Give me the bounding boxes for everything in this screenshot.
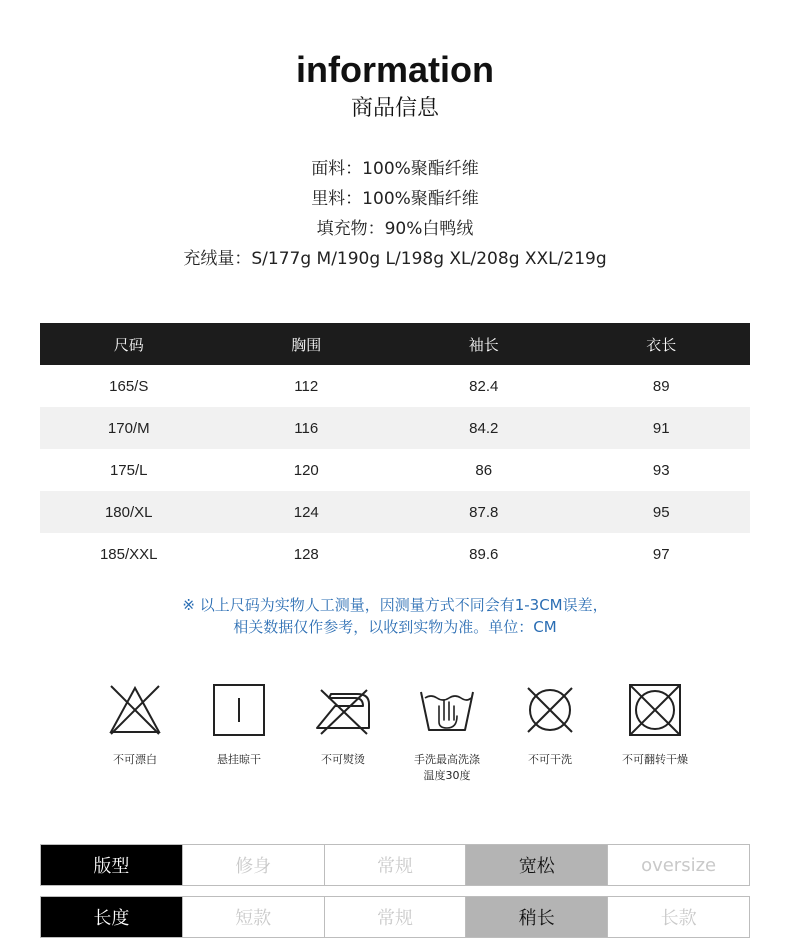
cell-size: 170/M: [40, 407, 218, 449]
care-label: 悬挂晾干: [217, 753, 261, 766]
care-label: 不可干洗: [528, 753, 572, 766]
table-row: [40, 407, 750, 449]
care-item-no-bleach: [85, 682, 185, 768]
length-option-slightly-long: 稍长: [465, 897, 607, 937]
spec-fabric: 面料：100%聚酯纤维: [311, 159, 479, 179]
care-item-hang-dry: [189, 682, 289, 768]
care-label: 不可熨烫: [321, 753, 365, 766]
no-dry-clean-icon: [522, 682, 578, 738]
cell-length: 97: [652, 545, 670, 563]
fit-option-regular: 常规: [324, 845, 466, 885]
spec-down-weight: 充绒量：S/177g M/190g L/198g XL/208g XXL/219g: [183, 249, 607, 269]
cell-sleeve: 84.2: [395, 407, 573, 449]
care-item-no-dry-clean: [500, 682, 600, 768]
fit-row-length: [40, 896, 750, 938]
cell-sleeve: 82.4: [469, 377, 499, 395]
fit-option-slim: 修身: [182, 845, 324, 885]
care-label: 手洗最高洗涤温度30度: [414, 753, 480, 782]
header-size: 尺码: [40, 323, 218, 365]
care-label: 不可漂白: [113, 753, 157, 766]
table-row: [40, 491, 750, 533]
fit-option-loose: 宽松: [465, 845, 607, 885]
cell-length: 95: [573, 491, 751, 533]
no-iron-icon: [311, 682, 375, 738]
fit-row-style: [40, 844, 750, 886]
cell-chest: 112: [294, 377, 319, 395]
care-item-hand-wash: [397, 682, 497, 784]
note-line-1: ※ 以上尺码为实物人工测量，因测量方式不同会有1-3CM误差，: [182, 596, 608, 614]
cell-chest: 116: [218, 407, 396, 449]
cell-length: 91: [573, 407, 751, 449]
header-length: 衣长: [573, 323, 751, 365]
note-line-2: 相关数据仅作参考，以收到实物为准。单位：CM: [233, 618, 557, 636]
care-label: 不可翻转干燥: [622, 753, 688, 766]
care-item-no-iron: [293, 682, 393, 768]
header-chest: 胸围: [218, 323, 396, 365]
measurement-note: [0, 594, 790, 638]
size-table-header: [40, 323, 750, 365]
hand-wash-icon: [417, 682, 477, 738]
cell-size: 185/XXL: [99, 545, 158, 563]
cell-sleeve: 87.8: [395, 491, 573, 533]
cell-size: 175/L: [109, 461, 148, 479]
hang-dry-icon: [211, 682, 267, 738]
table-row: [40, 533, 750, 575]
cell-size: 165/S: [109, 377, 149, 395]
fit-option-oversize: oversize: [607, 845, 749, 885]
cell-sleeve: 89.6: [469, 545, 499, 563]
fit-row-label: 长度: [41, 897, 182, 937]
cell-chest: 120: [293, 461, 319, 479]
spec-filling: 填充物：90%白鸭绒: [316, 219, 474, 239]
length-option-short: 短款: [182, 897, 324, 937]
cell-chest: 128: [293, 545, 319, 563]
header-sleeve: 袖长: [395, 323, 573, 365]
length-option-regular: 常规: [324, 897, 466, 937]
cell-length: 89: [652, 377, 670, 395]
cell-sleeve: 86: [475, 461, 493, 479]
size-table: [40, 323, 750, 575]
table-row: [40, 449, 750, 491]
cell-length: 93: [652, 461, 670, 479]
spec-lining: 里料：100%聚酯纤维: [311, 189, 479, 209]
table-row: [40, 365, 750, 407]
no-tumble-dry-icon: [627, 682, 683, 738]
no-bleach-icon: [107, 682, 163, 738]
fit-row-label: 版型: [41, 845, 182, 885]
page-subtitle: 商品信息: [350, 96, 439, 121]
care-item-no-tumble-dry: [605, 682, 705, 768]
cell-size: 180/XL: [40, 491, 218, 533]
page-title: information: [296, 49, 494, 90]
length-option-long: 长款: [607, 897, 749, 937]
cell-chest: 124: [218, 491, 396, 533]
